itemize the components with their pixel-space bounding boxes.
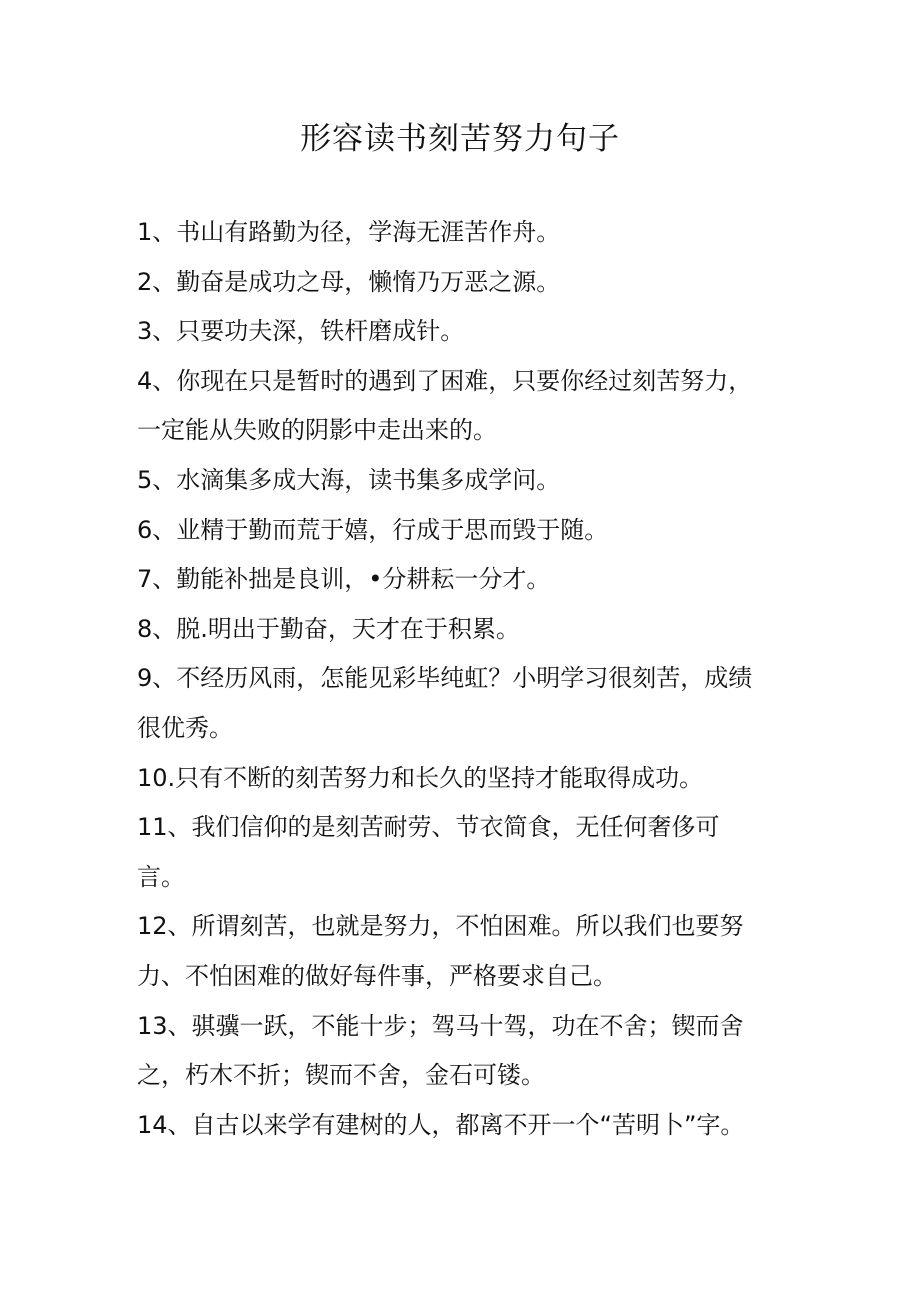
text-line: 言。 (137, 862, 185, 891)
text-line: 13、骐骥一跃，不能十步；驾马十驾，功在不舍；锲而舍 (137, 1011, 744, 1040)
text-line: 11、我们信仰的是刻苦耐劳、节衣简食，无任何奢侈可 (137, 813, 720, 842)
text-line: 一定能从失败的阴影中走出来的。 (137, 416, 497, 445)
text-line: 9、不经历风雨，怎能见彩毕纯虹？小明学习很刻苦，成绩 (137, 664, 753, 693)
text-line: 很优秀。 (137, 713, 233, 742)
text-line: 5、水滴集多成大海，读书集多成学问。 (137, 465, 561, 494)
text-line: 8、脱.明出于勤奋，天才在于积累。 (137, 614, 520, 643)
text-line: 10.只有不断的刻苦努力和长久的坚持才能取得成功。 (137, 763, 704, 792)
text-line: 之，朽木不折；锲而不舍，金石可镂。 (137, 1061, 545, 1090)
text-line: 4、你现在只是暂时的遇到了困难，只要你经过刻苦努力， (137, 366, 753, 395)
text-line: 12、所谓刻苦，也就是努力，不怕困难。所以我们也要努 (137, 912, 744, 941)
text-line: 1、书山有路勤为径，学海无涯苦作舟。 (137, 218, 561, 246)
text-line: 3、只要功夫深，铁杆磨成针。 (137, 317, 465, 346)
text-line: 2、勤奋是成功之母，懒惰乃万恶之源。 (137, 267, 561, 296)
text-line: 力、不怕困难的做好每件事，严格要求自己。 (137, 961, 617, 990)
document-title: 形容读书刻苦努力句子 (300, 121, 620, 157)
document-body (137, 208, 787, 1150)
text-line: 7、勤能补拙是良训，•分耕耘一分才。 (137, 565, 551, 594)
text-line: 6、业精于勤而荒于嬉，行成于思而毁于随。 (137, 515, 609, 544)
text-line: 14、自古以来学有建树的人，都离不开一个“苦明卜”字。 (137, 1110, 745, 1139)
